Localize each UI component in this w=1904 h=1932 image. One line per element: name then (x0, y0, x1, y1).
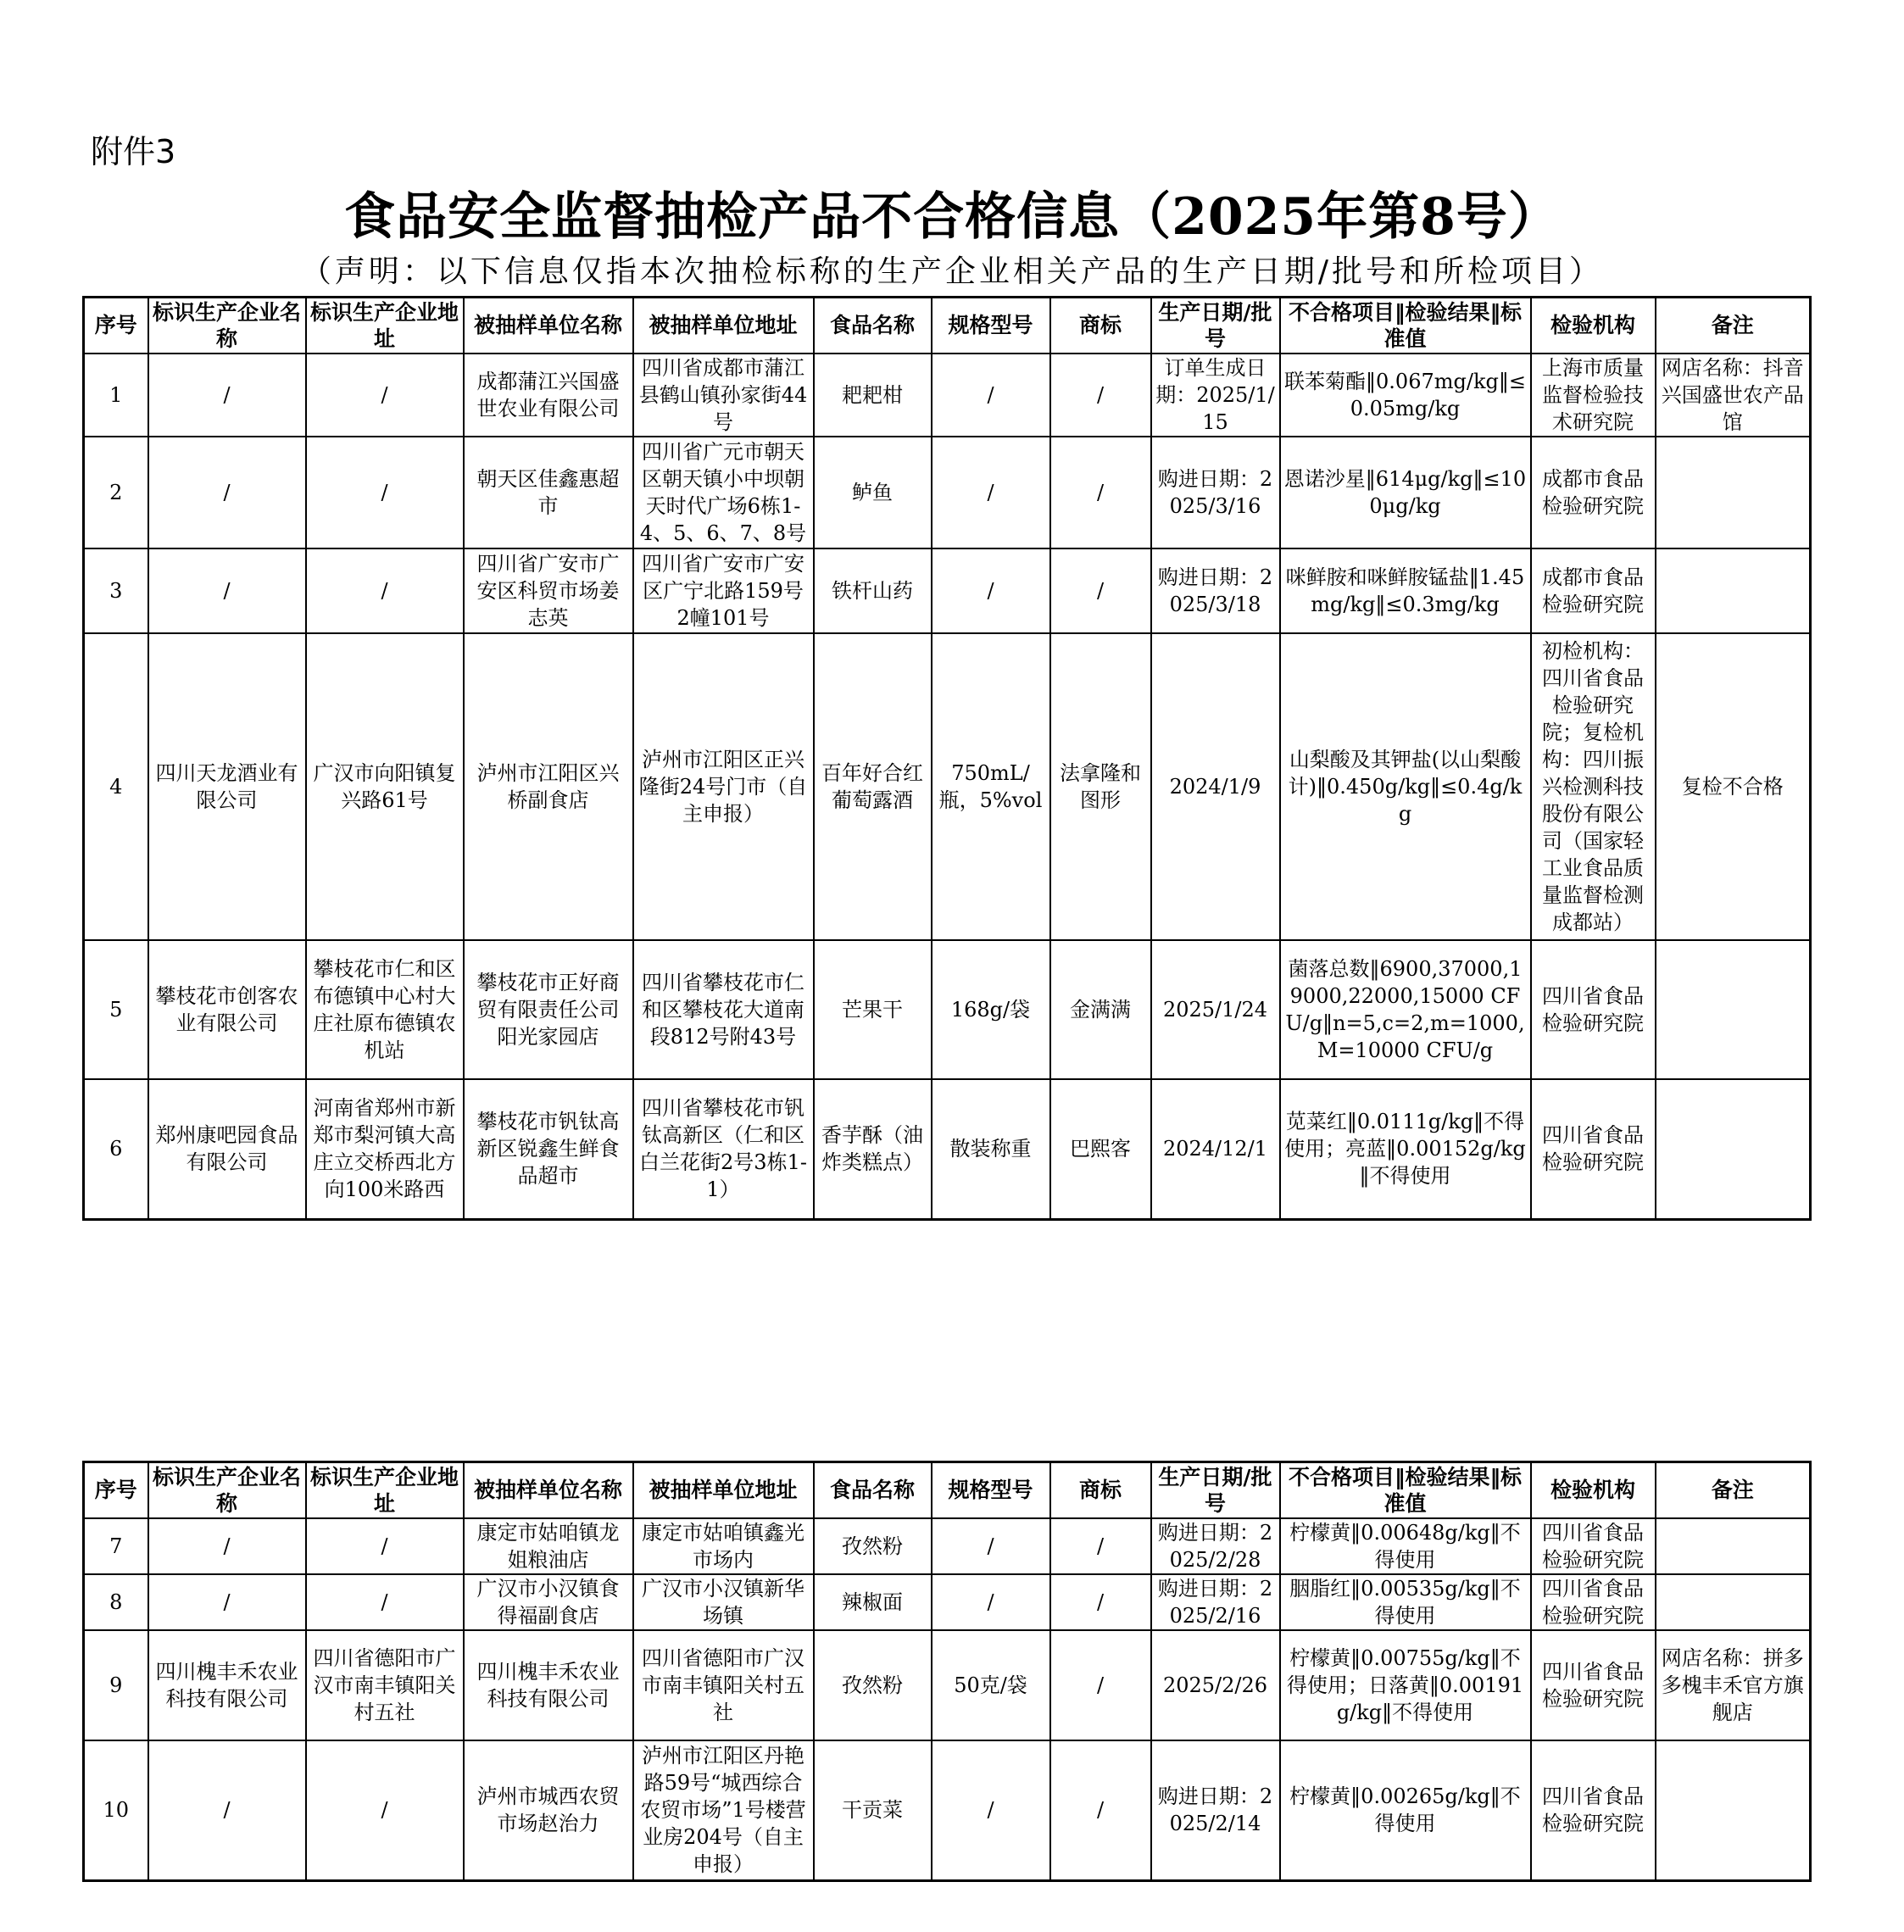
cell-failed-item: 山梨酸及其钾盐(以山梨酸计)‖0.450g/kg‖≤0.4g/kg (1280, 633, 1531, 940)
cell-inspection-agency: 四川省食品检验研究院 (1531, 1518, 1656, 1574)
cell-trademark: 巴熙客 (1050, 1079, 1151, 1220)
cell-sampled-unit-name: 成都蒲江兴国盛世农业有限公司 (464, 354, 633, 437)
cell-failed-item: 柠檬黄‖0.00755g/kg‖不得使用；日落黄‖0.00191g/kg‖不得使用 (1280, 1630, 1531, 1740)
cell-sampled-unit-address: 四川省广元市朝天区朝天镇小中坝朝天时代广场6栋1-4、5、6、7、8号 (633, 437, 814, 548)
header-food-name: 食品名称 (814, 1462, 932, 1518)
cell-food-name: 干贡菜 (814, 1740, 932, 1881)
cell-specification: 168g/袋 (932, 940, 1050, 1079)
table-row (84, 1740, 1811, 1881)
cell-trademark: / (1050, 1518, 1151, 1574)
header-specification: 规格型号 (932, 1462, 1050, 1518)
header-production-date: 生产日期/批号 (1151, 1462, 1280, 1518)
header-sampled-unit-name: 被抽样单位名称 (464, 1462, 633, 1518)
cell-production-date: 2025/2/26 (1151, 1630, 1280, 1740)
cell-food-name: 芒果干 (814, 940, 932, 1079)
cell-specification: 50克/袋 (932, 1630, 1050, 1740)
cell-inspection-agency: 初检机构：四川省食品检验研究院；复检机构：四川振兴检测科技股份有限公司（国家轻工业食品质量监督检测成都站） (1531, 633, 1656, 940)
cell-failed-item: 胭脂红‖0.00535g/kg‖不得使用 (1280, 1574, 1531, 1630)
cell-remarks: 复检不合格 (1656, 633, 1811, 940)
cell-food-name: 孜然粉 (814, 1630, 932, 1740)
cell-specification: / (932, 437, 1050, 548)
header-index: 序号 (84, 1462, 148, 1518)
cell-sampled-unit-address: 四川省德阳市广汉市南丰镇阳关村五社 (633, 1630, 814, 1740)
cell-failed-item: 咪鲜胺和咪鲜胺锰盐‖1.45mg/kg‖≤0.3mg/kg (1280, 548, 1531, 633)
cell-inspection-agency: 四川省食品检验研究院 (1531, 1574, 1656, 1630)
cell-inspection-agency: 四川省食品检验研究院 (1531, 1630, 1656, 1740)
cell-index: 1 (84, 354, 148, 437)
header-trademark: 商标 (1050, 1462, 1151, 1518)
header-manufacturer-address: 标识生产企业地址 (306, 298, 464, 354)
cell-sampled-unit-name: 攀枝花市钒钛高新区锐鑫生鲜食品超市 (464, 1079, 633, 1220)
cell-sampled-unit-address: 广汉市小汉镇新华场镇 (633, 1574, 814, 1630)
cell-manufacturer-address: 攀枝花市仁和区布德镇中心村大庄社原布德镇农机站 (306, 940, 464, 1079)
header-food-name: 食品名称 (814, 298, 932, 354)
cell-trademark: / (1050, 437, 1151, 548)
cell-production-date: 2024/12/1 (1151, 1079, 1280, 1220)
cell-remarks (1656, 1079, 1811, 1220)
cell-manufacturer-name: / (148, 1518, 306, 1574)
cell-failed-item: 菌落总数‖6900,37000,19000,22000,15000 CFU/g‖n=5,c=2,m=1000,M=10000 CFU/g (1280, 940, 1531, 1079)
cell-manufacturer-address: 河南省郑州市新郑市梨河镇大高庄立交桥西北方向100米路西 (306, 1079, 464, 1220)
cell-manufacturer-name: 郑州康吧园食品有限公司 (148, 1079, 306, 1220)
cell-index: 3 (84, 548, 148, 633)
header-failed-item: 不合格项目‖检验结果‖标准值 (1280, 298, 1531, 354)
cell-index: 5 (84, 940, 148, 1079)
cell-inspection-agency: 成都市食品检验研究院 (1531, 548, 1656, 633)
cell-manufacturer-address: / (306, 1574, 464, 1630)
cell-failed-item: 柠檬黄‖0.00648g/kg‖不得使用 (1280, 1518, 1531, 1574)
cell-trademark: / (1050, 1574, 1151, 1630)
cell-sampled-unit-name: 攀枝花市正好商贸有限责任公司阳光家园店 (464, 940, 633, 1079)
cell-index: 10 (84, 1740, 148, 1881)
cell-sampled-unit-address: 四川省攀枝花市仁和区攀枝花大道南段812号附43号 (633, 940, 814, 1079)
cell-manufacturer-address: 广汉市向阳镇复兴路61号 (306, 633, 464, 940)
cell-specification: / (932, 1518, 1050, 1574)
cell-remarks (1656, 1518, 1811, 1574)
cell-specification: 750mL/瓶，5%vol (932, 633, 1050, 940)
cell-manufacturer-name: / (148, 354, 306, 437)
cell-remarks (1656, 548, 1811, 633)
header-sampled-unit-name: 被抽样单位名称 (464, 298, 633, 354)
cell-manufacturer-address: / (306, 354, 464, 437)
header-manufacturer-name: 标识生产企业名称 (148, 298, 306, 354)
cell-manufacturer-address: 四川省德阳市广汉市南丰镇阳关村五社 (306, 1630, 464, 1740)
cell-specification: / (932, 1740, 1050, 1881)
cell-index: 4 (84, 633, 148, 940)
cell-sampled-unit-address: 四川省攀枝花市钒钛高新区（仁和区白兰花街2号3栋1-1） (633, 1079, 814, 1220)
header-inspection-agency: 检验机构 (1531, 1462, 1656, 1518)
cell-remarks: 网店名称：拼多多槐丰禾官方旗舰店 (1656, 1630, 1811, 1740)
cell-trademark: 金满满 (1050, 940, 1151, 1079)
cell-sampled-unit-name: 朝天区佳鑫惠超市 (464, 437, 633, 548)
cell-inspection-agency: 成都市食品检验研究院 (1531, 437, 1656, 548)
cell-manufacturer-name: / (148, 548, 306, 633)
cell-trademark: / (1050, 548, 1151, 633)
cell-sampled-unit-name: 四川省广安市广安区科贸市场姜志英 (464, 548, 633, 633)
header-specification: 规格型号 (932, 298, 1050, 354)
cell-food-name: 孜然粉 (814, 1518, 932, 1574)
header-index: 序号 (84, 298, 148, 354)
cell-manufacturer-address: / (306, 1740, 464, 1881)
cell-inspection-agency: 四川省食品检验研究院 (1531, 1740, 1656, 1881)
cell-production-date: 2024/1/9 (1151, 633, 1280, 940)
cell-sampled-unit-address: 泸州市江阳区正兴隆街24号门市（自主申报） (633, 633, 814, 940)
cell-specification: / (932, 548, 1050, 633)
table-header-row (84, 1462, 1811, 1518)
cell-manufacturer-name: 攀枝花市创客农业有限公司 (148, 940, 306, 1079)
cell-sampled-unit-name: 泸州市江阳区兴桥副食店 (464, 633, 633, 940)
cell-remarks (1656, 940, 1811, 1079)
cell-production-date: 购进日期：2025/3/18 (1151, 548, 1280, 633)
header-failed-item: 不合格项目‖检验结果‖标准值 (1280, 1462, 1531, 1518)
cell-inspection-agency: 上海市质量监督检验技术研究院 (1531, 354, 1656, 437)
cell-food-name: 鲈鱼 (814, 437, 932, 548)
table-row (84, 1574, 1811, 1630)
table-row (84, 437, 1811, 548)
cell-production-date: 2025/1/24 (1151, 940, 1280, 1079)
cell-index: 7 (84, 1518, 148, 1574)
cell-remarks (1656, 1574, 1811, 1630)
cell-index: 6 (84, 1079, 148, 1220)
cell-sampled-unit-address: 康定市姑咱镇鑫光市场内 (633, 1518, 814, 1574)
cell-sampled-unit-address: 四川省成都市蒲江县鹤山镇孙家街44号 (633, 354, 814, 437)
cell-index: 9 (84, 1630, 148, 1740)
cell-inspection-agency: 四川省食品检验研究院 (1531, 1079, 1656, 1220)
cell-manufacturer-name: 四川天龙酒业有限公司 (148, 633, 306, 940)
cell-remarks (1656, 437, 1811, 548)
cell-food-name: 耙耙柑 (814, 354, 932, 437)
cell-remarks: 网店名称：抖音兴国盛世农产品馆 (1656, 354, 1811, 437)
cell-manufacturer-address: / (306, 1518, 464, 1574)
table-row (84, 633, 1811, 940)
table-row (84, 1630, 1811, 1740)
table-row (84, 940, 1811, 1079)
cell-trademark: / (1050, 1630, 1151, 1740)
cell-sampled-unit-name: 泸州市城西农贸市场赵治力 (464, 1740, 633, 1881)
cell-production-date: 购进日期：2025/3/16 (1151, 437, 1280, 548)
cell-manufacturer-name: / (148, 1574, 306, 1630)
cell-sampled-unit-name: 康定市姑咱镇龙姐粮油店 (464, 1518, 633, 1574)
cell-failed-item: 柠檬黄‖0.00265g/kg‖不得使用 (1280, 1740, 1531, 1881)
table-row (84, 548, 1811, 633)
cell-manufacturer-name: 四川槐丰禾农业科技有限公司 (148, 1630, 306, 1740)
cell-production-date: 购进日期：2025/2/14 (1151, 1740, 1280, 1881)
cell-trademark: / (1050, 354, 1151, 437)
page-title: 食品安全监督抽检产品不合格信息（2025年第8号） (344, 187, 1560, 247)
cell-food-name: 铁杆山药 (814, 548, 932, 633)
attachment-label: 附件3 (91, 133, 176, 170)
cell-trademark: 法拿隆和图形 (1050, 633, 1151, 940)
results-table-2 (82, 1461, 1812, 1882)
table-row (84, 1079, 1811, 1220)
cell-manufacturer-name: / (148, 1740, 306, 1881)
cell-manufacturer-address: / (306, 548, 464, 633)
cell-index: 8 (84, 1574, 148, 1630)
header-manufacturer-address: 标识生产企业地址 (306, 1462, 464, 1518)
cell-specification: 散装称重 (932, 1079, 1050, 1220)
cell-manufacturer-address: / (306, 437, 464, 548)
header-remarks: 备注 (1656, 1462, 1811, 1518)
cell-food-name: 辣椒面 (814, 1574, 932, 1630)
table-header-row (84, 298, 1811, 354)
page-subtitle: （声明：以下信息仅指本次抽检标称的生产企业相关产品的生产日期/批号和所检项目） (300, 254, 1604, 289)
cell-inspection-agency: 四川省食品检验研究院 (1531, 940, 1656, 1079)
header-inspection-agency: 检验机构 (1531, 298, 1656, 354)
cell-food-name: 香芋酥（油炸类糕点） (814, 1079, 932, 1220)
cell-failed-item: 苋菜红‖0.0111g/kg‖不得使用；亮蓝‖0.00152g/kg‖不得使用 (1280, 1079, 1531, 1220)
header-sampled-unit-address: 被抽样单位地址 (633, 1462, 814, 1518)
header-production-date: 生产日期/批号 (1151, 298, 1280, 354)
header-remarks: 备注 (1656, 298, 1811, 354)
header-sampled-unit-address: 被抽样单位地址 (633, 298, 814, 354)
cell-sampled-unit-address: 泸州市江阳区丹艳路59号“城西综合农贸市场”1号楼营业房204号（自主申报） (633, 1740, 814, 1881)
results-table-1 (82, 296, 1812, 1221)
cell-sampled-unit-name: 四川槐丰禾农业科技有限公司 (464, 1630, 633, 1740)
cell-index: 2 (84, 437, 148, 548)
table-row (84, 354, 1811, 437)
cell-failed-item: 恩诺沙星‖614μg/kg‖≤100μg/kg (1280, 437, 1531, 548)
cell-failed-item: 联苯菊酯‖0.067mg/kg‖≤0.05mg/kg (1280, 354, 1531, 437)
header-manufacturer-name: 标识生产企业名称 (148, 1462, 306, 1518)
cell-specification: / (932, 1574, 1050, 1630)
cell-remarks (1656, 1740, 1811, 1881)
cell-production-date: 订单生成日期：2025/1/15 (1151, 354, 1280, 437)
table-row (84, 1518, 1811, 1574)
header-trademark: 商标 (1050, 298, 1151, 354)
cell-manufacturer-name: / (148, 437, 306, 548)
cell-food-name: 百年好合红葡萄露酒 (814, 633, 932, 940)
cell-production-date: 购进日期：2025/2/16 (1151, 1574, 1280, 1630)
cell-sampled-unit-address: 四川省广安市广安区广宁北路159号2幢101号 (633, 548, 814, 633)
cell-specification: / (932, 354, 1050, 437)
cell-sampled-unit-name: 广汉市小汉镇食得福副食店 (464, 1574, 633, 1630)
cell-production-date: 购进日期：2025/2/28 (1151, 1518, 1280, 1574)
cell-trademark: / (1050, 1740, 1151, 1881)
